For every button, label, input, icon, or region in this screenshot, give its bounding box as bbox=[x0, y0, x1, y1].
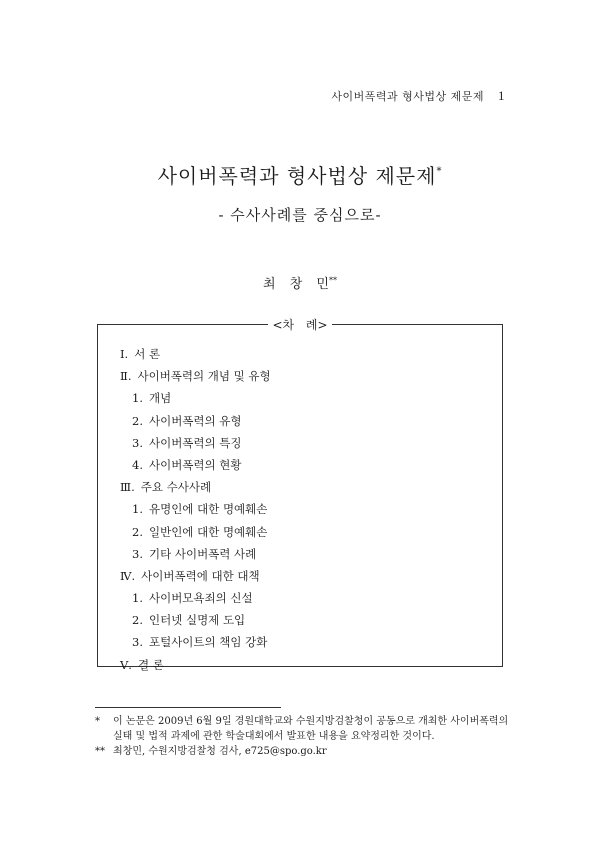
footnote-text: 최창민, 수원지방검찰청 검사, e725@spo.go.kr bbox=[113, 746, 327, 757]
footnote-divider bbox=[95, 707, 281, 708]
toc-item bbox=[120, 543, 271, 565]
toc-item-number: Ⅴ. bbox=[120, 657, 132, 672]
toc-item-label: 유명인에 대한 명예훼손 bbox=[148, 502, 268, 517]
toc-item bbox=[120, 631, 271, 653]
toc-item-label: 사이버폭력의 유형 bbox=[148, 413, 242, 428]
toc-item-number: Ⅱ. bbox=[120, 369, 132, 384]
toc-item bbox=[120, 410, 271, 432]
toc-item bbox=[120, 365, 271, 387]
toc-item bbox=[120, 498, 271, 520]
footnote-marker: ** bbox=[95, 746, 105, 757]
running-head bbox=[331, 88, 505, 104]
toc-item bbox=[120, 387, 271, 409]
toc-item-label: 사이버폭력에 대한 대책 bbox=[141, 568, 260, 583]
toc-item-number: Ⅲ. bbox=[120, 480, 135, 495]
toc-item-number: 1. bbox=[132, 391, 143, 406]
toc-item bbox=[120, 343, 271, 365]
title-footnote-marker: * bbox=[436, 166, 443, 177]
toc-item-label: 사이버폭력의 개념 및 유형 bbox=[137, 369, 271, 384]
toc-heading-text: <차 례> bbox=[268, 318, 331, 332]
toc-item-number: 2. bbox=[132, 413, 143, 428]
toc-item bbox=[120, 587, 271, 609]
toc-item-number: 1. bbox=[132, 502, 143, 517]
paper-title bbox=[0, 160, 600, 189]
toc-item bbox=[120, 454, 271, 476]
toc-item-label: 주요 수사사례 bbox=[140, 480, 212, 495]
toc-item-number: 1. bbox=[132, 591, 143, 606]
toc-item-label: 인터넷 실명제 도입 bbox=[148, 613, 246, 628]
toc-item bbox=[120, 521, 271, 543]
toc-item bbox=[120, 654, 271, 676]
running-head-title: 사이버폭력과 형사법상 제문제 bbox=[331, 90, 484, 103]
footnotes bbox=[95, 714, 510, 759]
toc-item-label: 개념 bbox=[148, 391, 172, 406]
toc-item-number: 3. bbox=[132, 435, 143, 450]
page-number: 1 bbox=[498, 88, 505, 103]
author-footnote-marker: ** bbox=[328, 276, 337, 285]
paper-subtitle: - 수사사례를 중심으로- bbox=[218, 206, 382, 224]
toc-item-number: 4. bbox=[132, 457, 143, 472]
toc-item-number: 2. bbox=[132, 613, 143, 628]
author-line bbox=[0, 273, 600, 292]
toc-item-number: 3. bbox=[132, 635, 143, 650]
toc-item-number: Ⅳ. bbox=[120, 568, 136, 583]
footnote-item bbox=[95, 744, 510, 759]
footnote-item bbox=[95, 714, 510, 744]
toc-list bbox=[120, 343, 271, 676]
toc-item-label: 사이버폭력의 특징 bbox=[148, 435, 242, 450]
toc-item bbox=[120, 476, 271, 498]
toc-item-number: 2. bbox=[132, 524, 143, 539]
toc-item-label: 기타 사이버폭력 사례 bbox=[148, 546, 257, 561]
toc-item-label: 포털사이트의 책임 강화 bbox=[148, 635, 268, 650]
toc-item-label: 서 론 bbox=[134, 347, 161, 361]
toc-item bbox=[120, 609, 271, 631]
toc-item-label: 일반인에 대한 명예훼손 bbox=[148, 524, 268, 539]
footnote-text: 이 논문은 2009년 6월 9일 경원대학교와 수원지방검찰청이 공동으로 개최한 사이버폭력의 실태 및 법적 과제에 관한 학술대회에서 발표한 내용을 요약정리한 것이다. bbox=[113, 716, 509, 742]
paper-title-text: 사이버폭력과 형사법상 제문제 bbox=[157, 164, 437, 188]
footnote-marker: * bbox=[95, 716, 100, 727]
toc-heading bbox=[98, 316, 502, 334]
toc-item bbox=[120, 432, 271, 454]
table-of-contents bbox=[97, 318, 503, 672]
toc-item-label: 사이버모욕죄의 신설 bbox=[148, 591, 253, 606]
toc-item-number: 3. bbox=[132, 546, 143, 561]
author-name: 최 창 민 bbox=[263, 277, 329, 292]
toc-item-number: Ⅰ. bbox=[120, 347, 129, 361]
toc-item-label: 사이버폭력의 현황 bbox=[148, 457, 242, 472]
toc-item-label: 결 론 bbox=[137, 657, 164, 672]
toc-item bbox=[120, 565, 271, 587]
